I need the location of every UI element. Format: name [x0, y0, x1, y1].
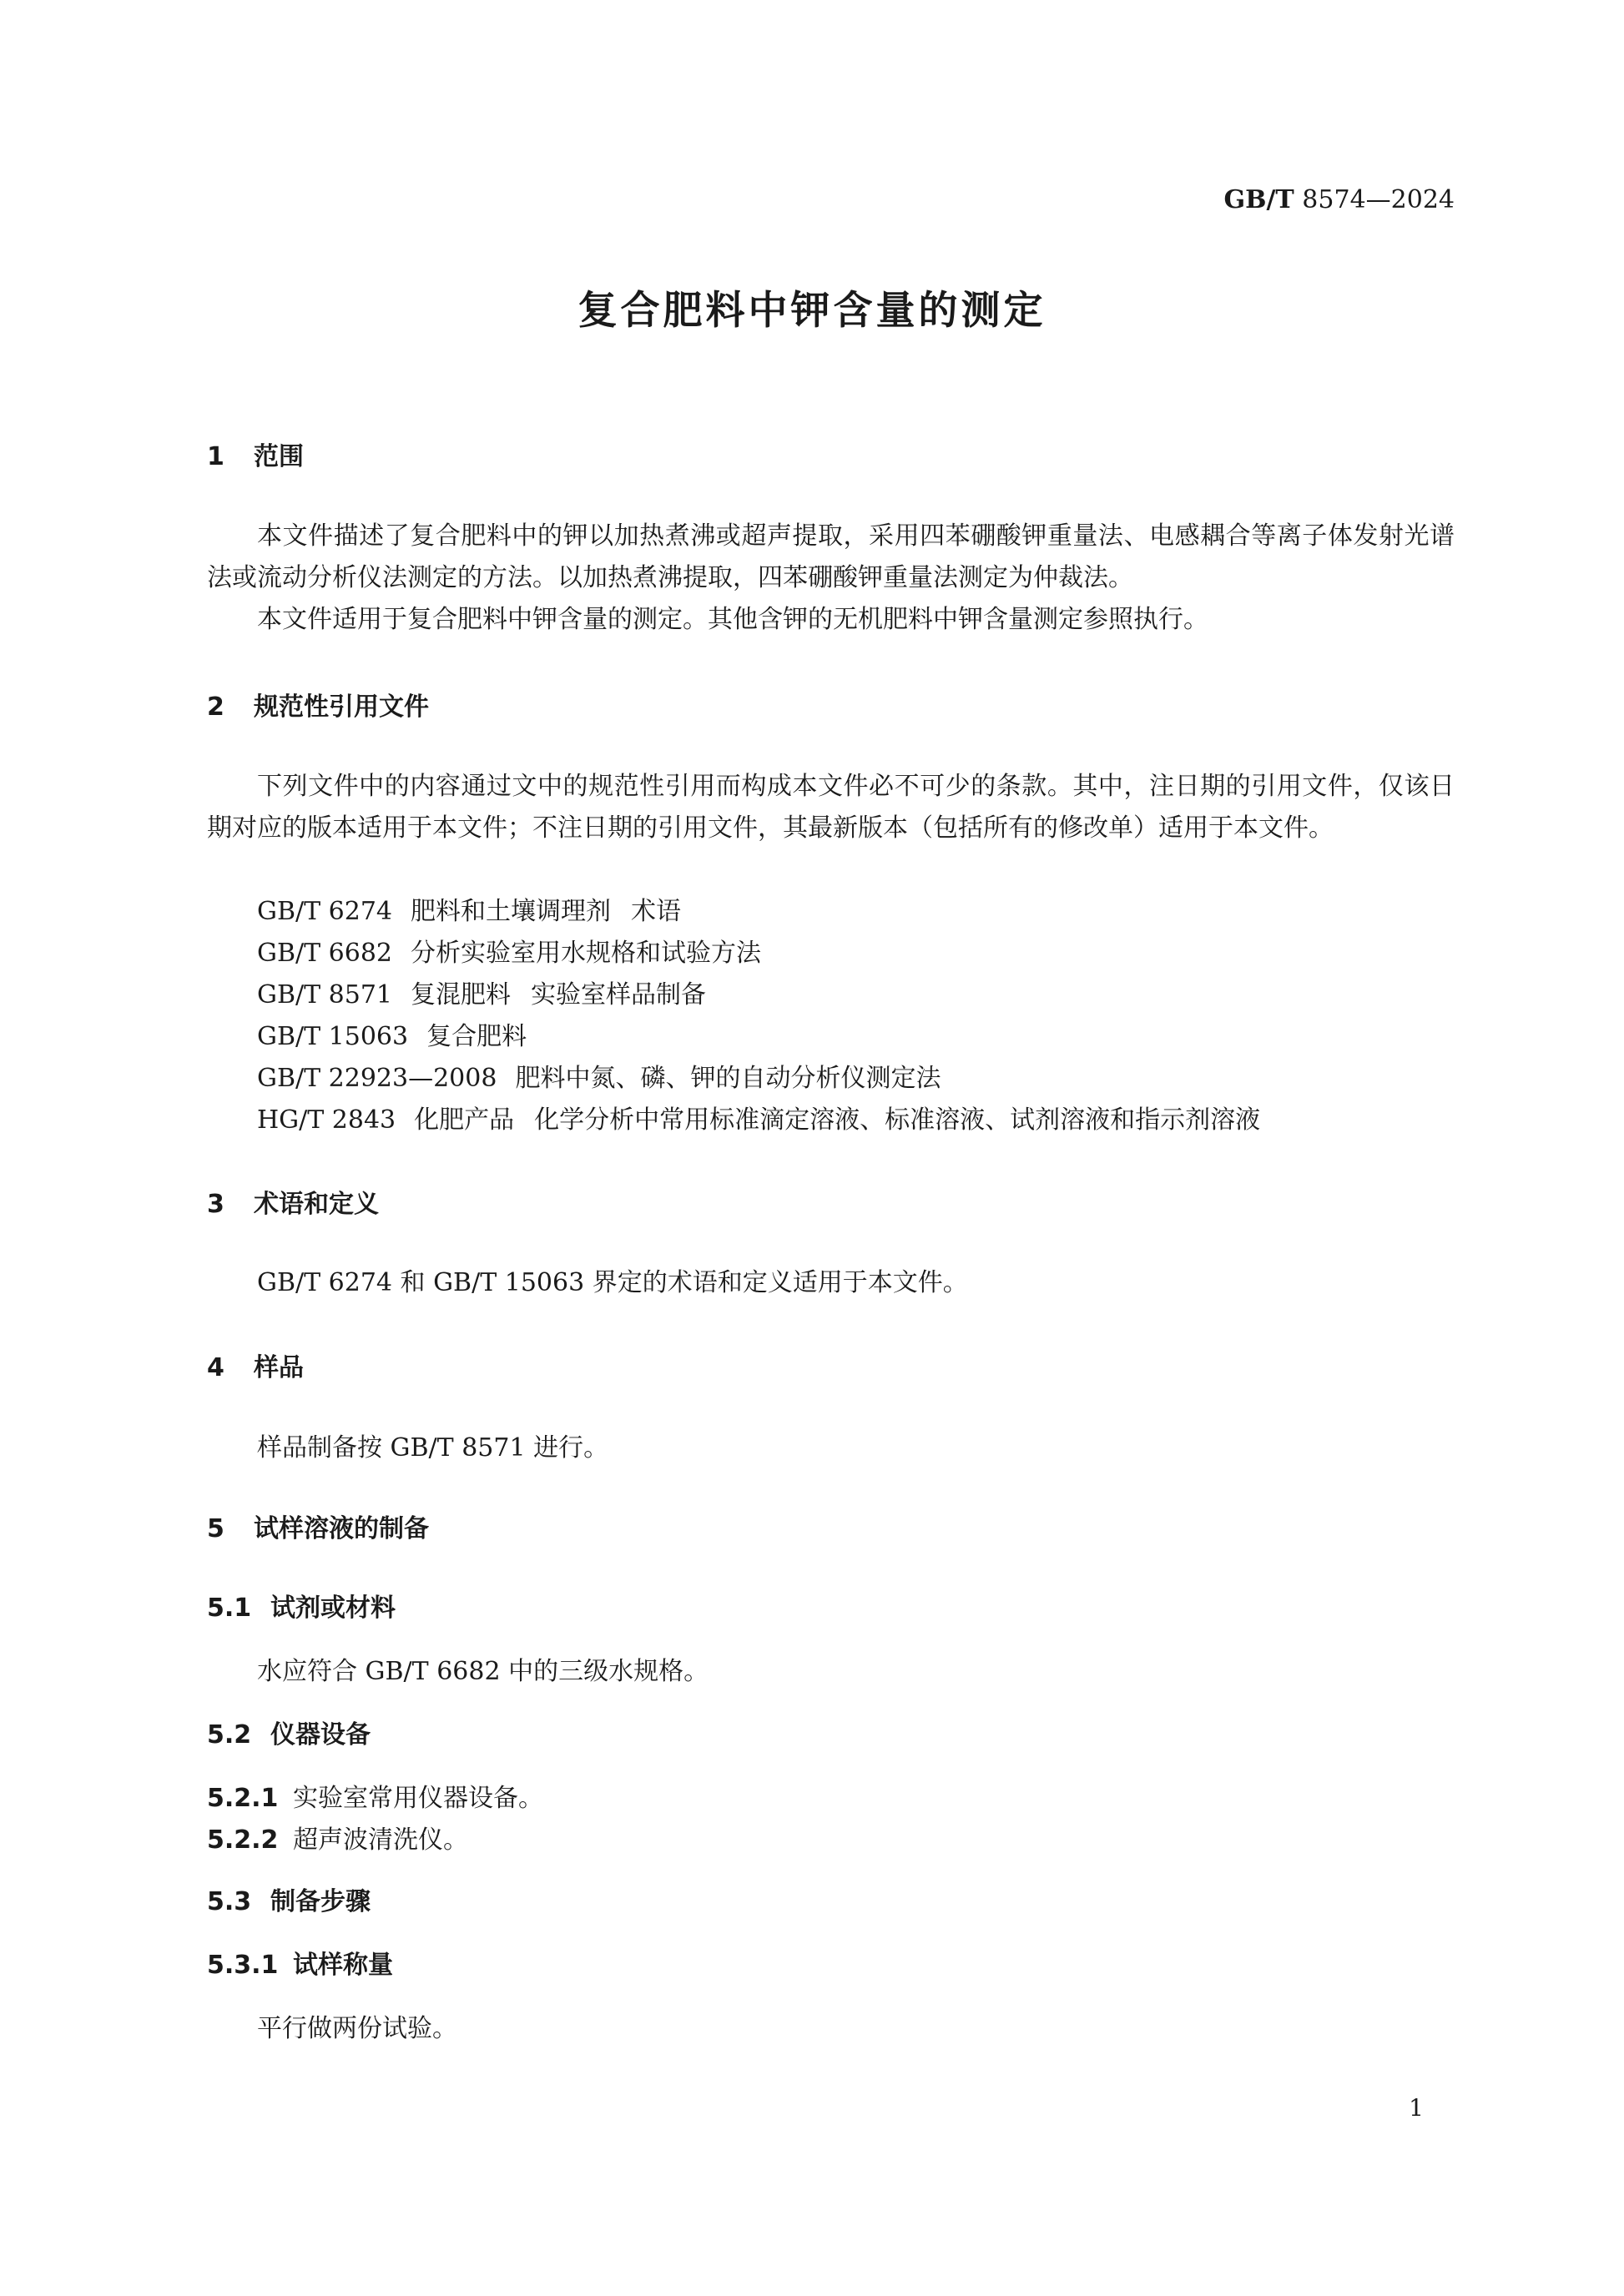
item-5-2-2: 5.2.2 超声波清洗仪。 — [207, 1825, 468, 1855]
code-number: 8574—2024 — [1294, 185, 1455, 214]
section-5-1-heading: 5.1 试剂或材料 — [207, 1594, 396, 1623]
section-4-paragraph-1: 样品制备按 GB/T 8571 进行。 — [257, 1433, 609, 1463]
section-5-3-1-heading: 5.3.1 试样称量 — [207, 1951, 393, 1980]
reference-item: GB/T 6274 肥料和土壤调理剂 术语 — [257, 897, 682, 926]
section-5-3-1-paragraph-1: 平行做两份试验。 — [257, 2014, 457, 2043]
section-1-paragraph-1: 本文件描述了复合肥料中的钾以加热煮沸或超声提取，采用四苯硼酸钾重量法、电感耦合等离子体发射光谱法或流动分析仪法测定的方法。以加热煮沸提取，四苯硼酸钾重量法测定为仲裁法。 — [207, 521, 1455, 592]
section-4-heading: 4 样品 — [207, 1353, 304, 1382]
item-5-2-1: 5.2.1 实验室常用仪器设备。 — [207, 1784, 543, 1813]
section-3-paragraph-1: GB/T 6274 和 GB/T 15063 界定的术语和定义适用于本文件。 — [257, 1268, 968, 1297]
reference-item: GB/T 6682 分析实验室用水规格和试验方法 — [257, 939, 762, 968]
reference-item: GB/T 15063 复合肥料 — [257, 1022, 527, 1051]
reference-item: GB/T 8571 复混肥料 实验室样品制备 — [257, 980, 707, 1010]
reference-item: GB/T 22923—2008 肥料中氮、磷、钾的自动分析仪测定法 — [257, 1064, 941, 1093]
section-3-heading: 3 术语和定义 — [207, 1190, 379, 1219]
page-number: 1 — [1409, 2094, 1424, 2122]
section-1-paragraph-2: 本文件适用于复合肥料中钾含量的测定。其他含钾的无机肥料中钾含量测定参照执行。 — [257, 605, 1208, 634]
section-5-2-heading: 5.2 仪器设备 — [207, 1720, 371, 1750]
section-5-3-heading: 5.3 制备步骤 — [207, 1887, 371, 1916]
standard-code — [1224, 185, 1455, 214]
section-5-1-paragraph-1: 水应符合 GB/T 6682 中的三级水规格。 — [257, 1657, 709, 1686]
section-2-heading: 2 规范性引用文件 — [207, 692, 429, 722]
section-1-heading: 1 范围 — [207, 442, 304, 471]
code-prefix: GB/T — [1223, 185, 1294, 214]
section-2-paragraph-1: 下列文件中的内容通过文中的规范性引用而构成本文件必不可少的条款。其中，注日期的引用文件，仅该日期对应的版本适用于本文件；不注日期的引用文件，其最新版本（包括所有的修改单）适用于本文件。 — [207, 772, 1455, 843]
reference-item: HG/T 2843 化肥产品 化学分析中常用标准滴定溶液、标准溶液、试剂溶液和指示剂溶液 — [257, 1105, 1261, 1135]
document-title: 复合肥料中钾含量的测定 — [577, 288, 1047, 334]
section-5-heading: 5 试样溶液的制备 — [207, 1514, 429, 1543]
